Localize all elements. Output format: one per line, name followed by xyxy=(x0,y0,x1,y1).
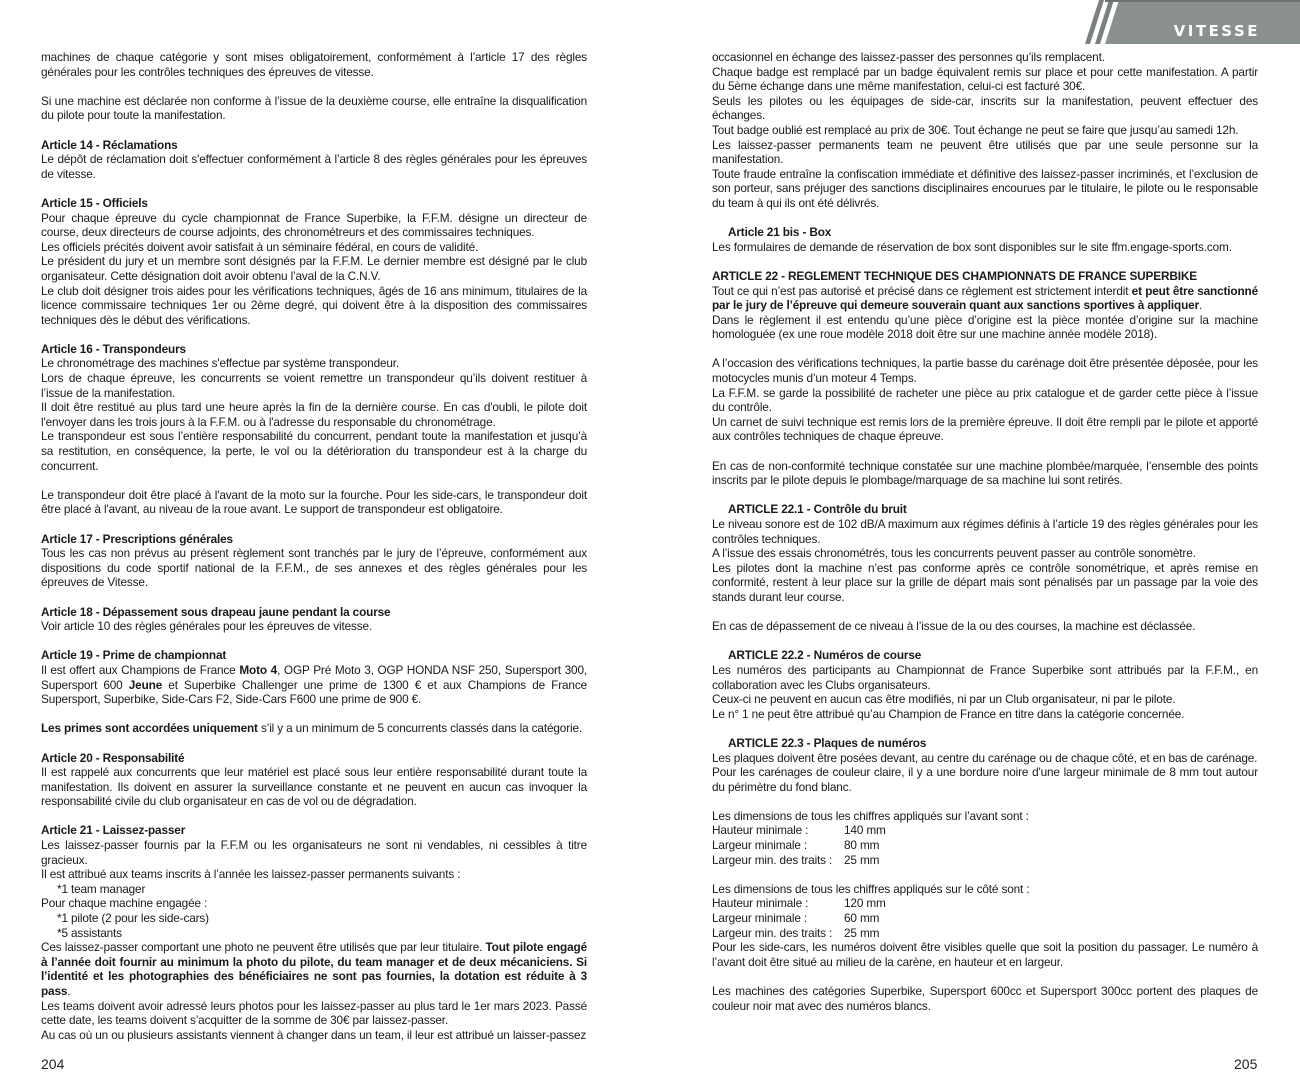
section-title: VITESSE xyxy=(1173,22,1260,40)
article-text: Les numéros des participants au Championnat de France Superbike sont attribués par la F.F.M., en collaboration avec les Clubs organisateurs. xyxy=(712,662,1258,692)
article-text: Le club doit désigner trois aides pour les vérifications techniques, âgés de 16 ans minimum, titulaires de la licence commissaire techniques 1er ou 2ème degré, qui doivent être à la disposition des commissaires techniques dès le début des vérifications. xyxy=(41,283,587,327)
article-14 xyxy=(41,138,587,182)
article-text: Pour les carénages de couleur claire, il y a une bordure noire d'une largeur minimale de 8 mm tout autour du périmètre du fond blanc. xyxy=(712,765,1258,794)
article-text: Le niveau sonore est de 102 dB/A maximum aux régimes définis à l’article 19 des règles générales pour les contrôles techniques. xyxy=(712,517,1258,546)
article-text: Dans le règlement il est entendu qu’une pièce d’origine est la pièce montée d’origine sur la machine homologuée (ex une roue modèle 2018 doit être sur une machine année modèle 2018). xyxy=(712,312,1258,342)
article-text: Pour les side-cars, les numéros doivent être visibles quelle que soit la position du passager. Le numéro à l’avant doit être situé au milieu de la carène, en hauteur et en largeur. xyxy=(712,940,1258,969)
article-text: Tout badge oublié est remplacé au prix de 30€. Tout échange ne peut se faire que jusqu’au samedi 12h. xyxy=(712,122,1239,137)
article-text: Le transpondeur est sous l’entière responsabilité du concurrent, pendant toute la manifestation et jusqu’à sa restitution, en conséquence, la perte, le vol ou la détérioration du transpondeur est à la charge du concurrent. xyxy=(41,429,587,473)
article-22 xyxy=(712,269,1258,342)
page-number-left: 204 xyxy=(41,1056,65,1072)
article-16 xyxy=(41,342,587,473)
article-text: Il est rappelé aux concurrents que leur matériel est placé sous leur entière responsabilité durant toute la manifestation. Ils doivent en assurer la surveillance constante et ne peuvent en aucun cas invoquer la responsabilité civile du club organisateur en cas de vol ou de dégradation. xyxy=(41,765,587,809)
article-text: Tous les cas non prévus au présent règlement sont tranchés par le jury de l’épreuve, conformément aux dispositions du code sportif national de la F.F.M., de ses annexes et des règles générales pour les épreuves de Vitesse. xyxy=(41,546,587,590)
dimension-label: Largeur min. des traits : xyxy=(712,925,833,940)
article-15 xyxy=(41,196,587,327)
article-text xyxy=(712,284,1258,313)
paragraph: En cas de dépassement de ce niveau à l’issue de la ou des courses, la machine est déclassée. xyxy=(712,619,1196,634)
paragraph: Les machines des catégories Superbike, Supersport 600cc et Supersport 300cc portent des plaques de couleur noir mat avec des numéros blancs. xyxy=(712,984,1258,1013)
article-text: occasionnel en échange des laissez-passer des personnes qu’ils remplacent. xyxy=(712,50,1105,64)
article-text: A l’occasion des vérifications techniques, la partie basse du carénage doit être présentée déposée, pour les motocycles munis d’un moteur 4 Temps. xyxy=(712,356,1258,386)
article-18 xyxy=(41,605,587,634)
article-text: Chaque badge est remplacé par un badge équivalent remis sur place et pour cette manifestation. A partir du 5ème échange dans une même manifestation, celui-ci est facturé 30€. xyxy=(712,64,1258,94)
paragraph xyxy=(41,721,587,736)
list-item: *1 team manager xyxy=(57,881,146,896)
article-text: Il est attribué aux teams inscrits à l’année les laissez-passer permanents suivants : xyxy=(41,867,461,882)
text-run: Ces laissez-passer comportant une photo ne peuvent être utilisés que par leur titulaire. xyxy=(41,940,486,955)
text-run: s’il y a un minimum de 5 concurrents classés dans la catégorie. xyxy=(257,721,582,736)
text-run: . xyxy=(67,984,71,998)
page-left-column xyxy=(41,50,587,1042)
text-run: , OGP Pré Moto 3, OGP HONDA NSF 250, Supersport 300, Supersport 600 xyxy=(41,662,588,692)
front-dimensions xyxy=(712,809,1258,867)
paragraph xyxy=(712,50,1258,211)
bold-run: Jeune xyxy=(128,677,163,692)
article-text: La F.F.M. se garde la possibilité de racheter une pièce au prix catalogue et de garder cette pièce à l’issue du contrôle. xyxy=(712,385,1258,415)
article-19 xyxy=(41,648,587,706)
text-run: . xyxy=(1199,298,1203,313)
article-text: Les teams doivent avoir adressé leurs photos pour les laissez-passer au plus tard le 1er mars 2023. Passé cette date, les teams doivent s’acquitter de la somme de 30€ par laissez-passer. xyxy=(41,998,587,1028)
bold-run: Moto 4 xyxy=(239,662,278,677)
list-item: *1 pilote (2 pour les side-cars) xyxy=(57,911,209,926)
article-text: Au cas où un ou plusieurs assistants viennent à changer dans un team, il leur est attribué un laisser-passez xyxy=(41,1027,587,1042)
dimension-label: Largeur minimale : xyxy=(712,838,807,853)
dimension-value: 120 mm xyxy=(844,896,886,911)
article-title: Article 19 - Prime de championnat xyxy=(41,648,227,663)
article-text: Il doit être restitué au plus tard une heure après la fin de la dernière course. En cas d'oubli, le pilote doit l'envoyer dans les trois jours à la F.F.M. ou à l'adresse du responsable du chronométrage. xyxy=(41,400,587,429)
dimension-value: 80 mm xyxy=(844,838,880,853)
page-right-column xyxy=(712,50,1258,1013)
paragraph: machines de chaque catégorie y sont mises obligatoirement, conformément à l’article 17 des règles générales pour les contrôles techniques des épreuves de vitesse. xyxy=(41,50,587,79)
article-title: ARTICLE 22 - REGLEMENT TECHNIQUE DES CHAMPIONNATS DE FRANCE SUPERBIKE xyxy=(712,268,1197,283)
dimension-label: Largeur minimale : xyxy=(712,911,807,926)
dimensions-table xyxy=(712,896,1258,940)
article-text: Les formulaires de demande de réservation de box sont disponibles sur le site ffm.engage-sports.com. xyxy=(712,239,1232,254)
article-text: Le dépôt de réclamation doit s'effectuer conformément à l’article 8 des règles générales pour les épreuves de vitesse. xyxy=(41,152,587,181)
article-22-2 xyxy=(712,648,1258,721)
article-title: ARTICLE 22.3 - Plaques de numéros xyxy=(728,735,927,750)
article-title: Article 14 - Réclamations xyxy=(41,137,178,152)
article-text: Le président du jury et un membre sont désignés par la F.F.M. Le dernier membre est désigné par le club organisateur. Cette désignation doit avoir obtenu l’aval de la C.N.V. xyxy=(41,254,587,283)
article-title: ARTICLE 22.2 - Numéros de course xyxy=(728,648,922,663)
article-21 xyxy=(41,823,587,1042)
dimensions-intro: Les dimensions de tous les chiffres appliqués sur l’avant sont : xyxy=(712,808,1029,823)
text-run: Il est offert aux Champions de France xyxy=(41,662,240,677)
article-text: Le n° 1 ne peut être attribué qu’au Champion de France en titre dans la catégorie concernée. xyxy=(712,706,1185,721)
text-run: et Superbike Challenger une prime de 1300 € et aux Champions de France Supersport, Superbike, Side-Cars F2, Side-Cars F600 une prime de 900 €. xyxy=(41,677,587,707)
article-text: Pour chaque machine engagée : xyxy=(41,896,208,911)
article-title: Article 20 - Responsabilité xyxy=(41,750,185,765)
bold-run: Les primes sont accordées uniquement xyxy=(41,721,258,736)
article-text: Les pilotes dont la machine n’est pas conforme après ce contrôle sonométrique, et après remise en conformité, restent à leur place sur la grille de départ mais sont pénalisés par un passage par la voie des stands durant leur course. xyxy=(712,560,1258,604)
article-title: Article 15 - Officiels xyxy=(41,195,148,210)
article-title: Article 18 - Dépassement sous drapeau jaune pendant la course xyxy=(41,604,391,619)
article-text: Le chronométrage des machines s'effectue par système transpondeur. xyxy=(41,356,400,371)
article-text: Toute fraude entraîne la confiscation immédiate et définitive des laissez-passer incriminés, et l’exclusion de son porteur, sans préjuger des sanctions disciplinaires encourues par le titulaire, le pilote ou le responsable du team à qui ils ont été délivrés. xyxy=(712,166,1258,210)
dimension-label: Hauteur minimale : xyxy=(712,896,809,911)
article-title: Article 16 - Transpondeurs xyxy=(41,341,186,356)
article-text: Ceux-ci ne peuvent en aucun cas être modifiés, ni par un Club organisateur, ni par le pilote. xyxy=(712,692,1176,707)
bold-run: Tout pilote engagé à l’année doit fournir au minimum la photo du pilote, du team manager et de deux mécaniciens. Si l’identité et les photographies des bénéficiaires ne sont pas fournies, la dotation est réduite à 3 pass xyxy=(41,940,587,998)
section-header xyxy=(1075,0,1300,44)
text-run: Tout ce qui n’est pas autorisé et précisé dans ce règlement est strictement interdit xyxy=(712,283,1132,298)
article-title: Article 21 - Laissez-passer xyxy=(41,823,186,838)
article-text: Seuls les pilotes ou les équipages de side-car, inscrits sur la manifestation, peuvent effectuer des échanges. xyxy=(712,93,1258,123)
paragraph: Le transpondeur doit être placé à l'avant de la moto sur la fourche. Pour les side-cars, le transpondeur doit être placé à l'avant, au niveau de la roue avant. Le support de transpondeur est obligatoire. xyxy=(41,487,587,517)
dimension-value: 60 mm xyxy=(844,911,880,926)
paragraph: Si une machine est déclarée non conforme à l’issue de la deuxième course, elle entraîne la disqualification du pilote pour toute la manifestation. xyxy=(41,93,587,123)
article-text: Les officiels précités doivent avoir satisfait à un séminaire fédéral, en cours de validité. xyxy=(41,239,479,254)
dimension-label: Hauteur minimale : xyxy=(712,823,809,838)
dimension-value: 25 mm xyxy=(844,852,880,867)
dimension-label: Largeur min. des traits : xyxy=(712,852,833,867)
article-title: Article 21 bis - Box xyxy=(728,225,832,240)
article-text: Les plaques doivent être posées devant, au centre du carénage ou de chaque côté, et en bas de carénage. xyxy=(712,750,1258,765)
article-text: Les laissez-passer permanents team ne peuvent être utilisés que par une seule personne sur la manifestation. xyxy=(712,137,1258,167)
paragraph: En cas de non-conformité technique constatée sur une machine plombée/marquée, l’ensemble des points inscrits par le pilote depuis le plombage/marquage de sa machine lui sont retirés. xyxy=(712,458,1258,488)
article-22-1 xyxy=(712,502,1258,604)
article-17 xyxy=(41,532,587,590)
dimension-value: 140 mm xyxy=(844,823,886,838)
bold-run: et peut être sanctionné par le jury de l’épreuve qui demeure souverain quant aux sanctions sportives à appliquer xyxy=(712,283,1258,313)
article-text xyxy=(41,940,587,998)
side-dimensions xyxy=(712,882,1258,970)
article-text: Un carnet de suivi technique est remis lors de la première épreuve. Il doit être rempli par le pilote et apporté aux contrôles techniques de chaque épreuve. xyxy=(712,414,1258,444)
article-text: Voir article 10 des règles générales pour les épreuves de vitesse. xyxy=(41,619,373,634)
article-title: Article 17 - Prescriptions générales xyxy=(41,531,233,546)
dimension-value: 25 mm xyxy=(844,925,880,940)
dimensions-table xyxy=(712,823,1258,867)
article-title: ARTICLE 22.1 - Contrôle du bruit xyxy=(728,502,907,517)
paragraph xyxy=(712,356,1258,444)
page-number-right: 205 xyxy=(1234,1056,1258,1072)
article-text xyxy=(41,663,587,707)
dimensions-intro: Les dimensions de tous les chiffres appliqués sur le côté sont : xyxy=(712,881,1030,896)
article-text: Les laissez-passer fournis par la F.F.M ou les organisateurs ne sont ni vendables, ni cessibles à titre gracieux. xyxy=(41,838,587,867)
article-22-3 xyxy=(712,736,1258,794)
article-text: A l’issue des essais chronométrés, tous les concurrents peuvent passer au contrôle sonomètre. xyxy=(712,546,1196,561)
article-21-bis xyxy=(712,225,1258,254)
article-text: Lors de chaque épreuve, les concurrents se voient remettre un transpondeur qu’ils doivent restituer à l’issue de la manifestation. xyxy=(41,371,587,400)
article-text: Pour chaque épreuve du cycle championnat de France Superbike, la F.F.M. désigne un directeur de course, deux directeurs de course adjoints, des chronométreurs et des commissaires techniques. xyxy=(41,210,587,240)
article-20 xyxy=(41,751,587,809)
list-item: *5 assistants xyxy=(57,925,122,940)
